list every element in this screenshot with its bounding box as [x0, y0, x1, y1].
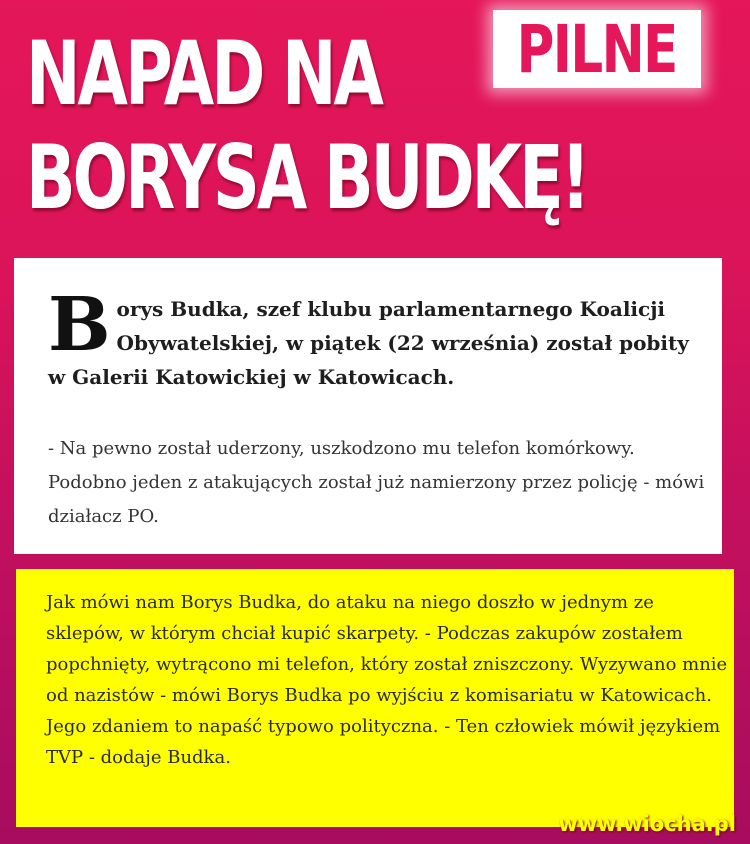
headline-line-2: BORYSA BUDKĘ! [26, 126, 588, 229]
urgent-badge-label: PILNE [516, 10, 678, 88]
highlight-box [16, 569, 734, 827]
headline-line-1: NAPAD NA [26, 22, 381, 125]
article-quote: - Na pewno został uderzony, uszkodzono mu telefon komórkowy. Podobno jeden z atakujących został już namierzony przez policję - mówi działacz PO. [48, 438, 705, 527]
drop-cap: B [48, 282, 111, 368]
site-watermark: www.wiocha.pl [558, 812, 736, 836]
urgent-badge [493, 10, 701, 88]
article-lead-text: orys Budka, szef klubu parlamentarnego Koalicji Obywatelskiej, w piątek (22 września) został pobity w Galerii Katowickiej w Katowicach. [48, 297, 689, 389]
highlight-text: Jak mówi nam Borys Budka, do ataku na niego doszło w jednym ze sklepów, w którym chciał kupić skarpety. - Podczas zakupów zostałem popchnięty, wytrącono mi telefon, który został zniszczony. Wyzywano mnie od nazistów - mówi Borys Budka po wyjściu z komisariatu w Katowicach. Jego zdaniem to napaść typowo polityczna. - Ten człowiek mówił językiem TVP - dodaje Budka. [46, 592, 728, 768]
article-box [14, 258, 722, 554]
article-lead [48, 282, 698, 394]
